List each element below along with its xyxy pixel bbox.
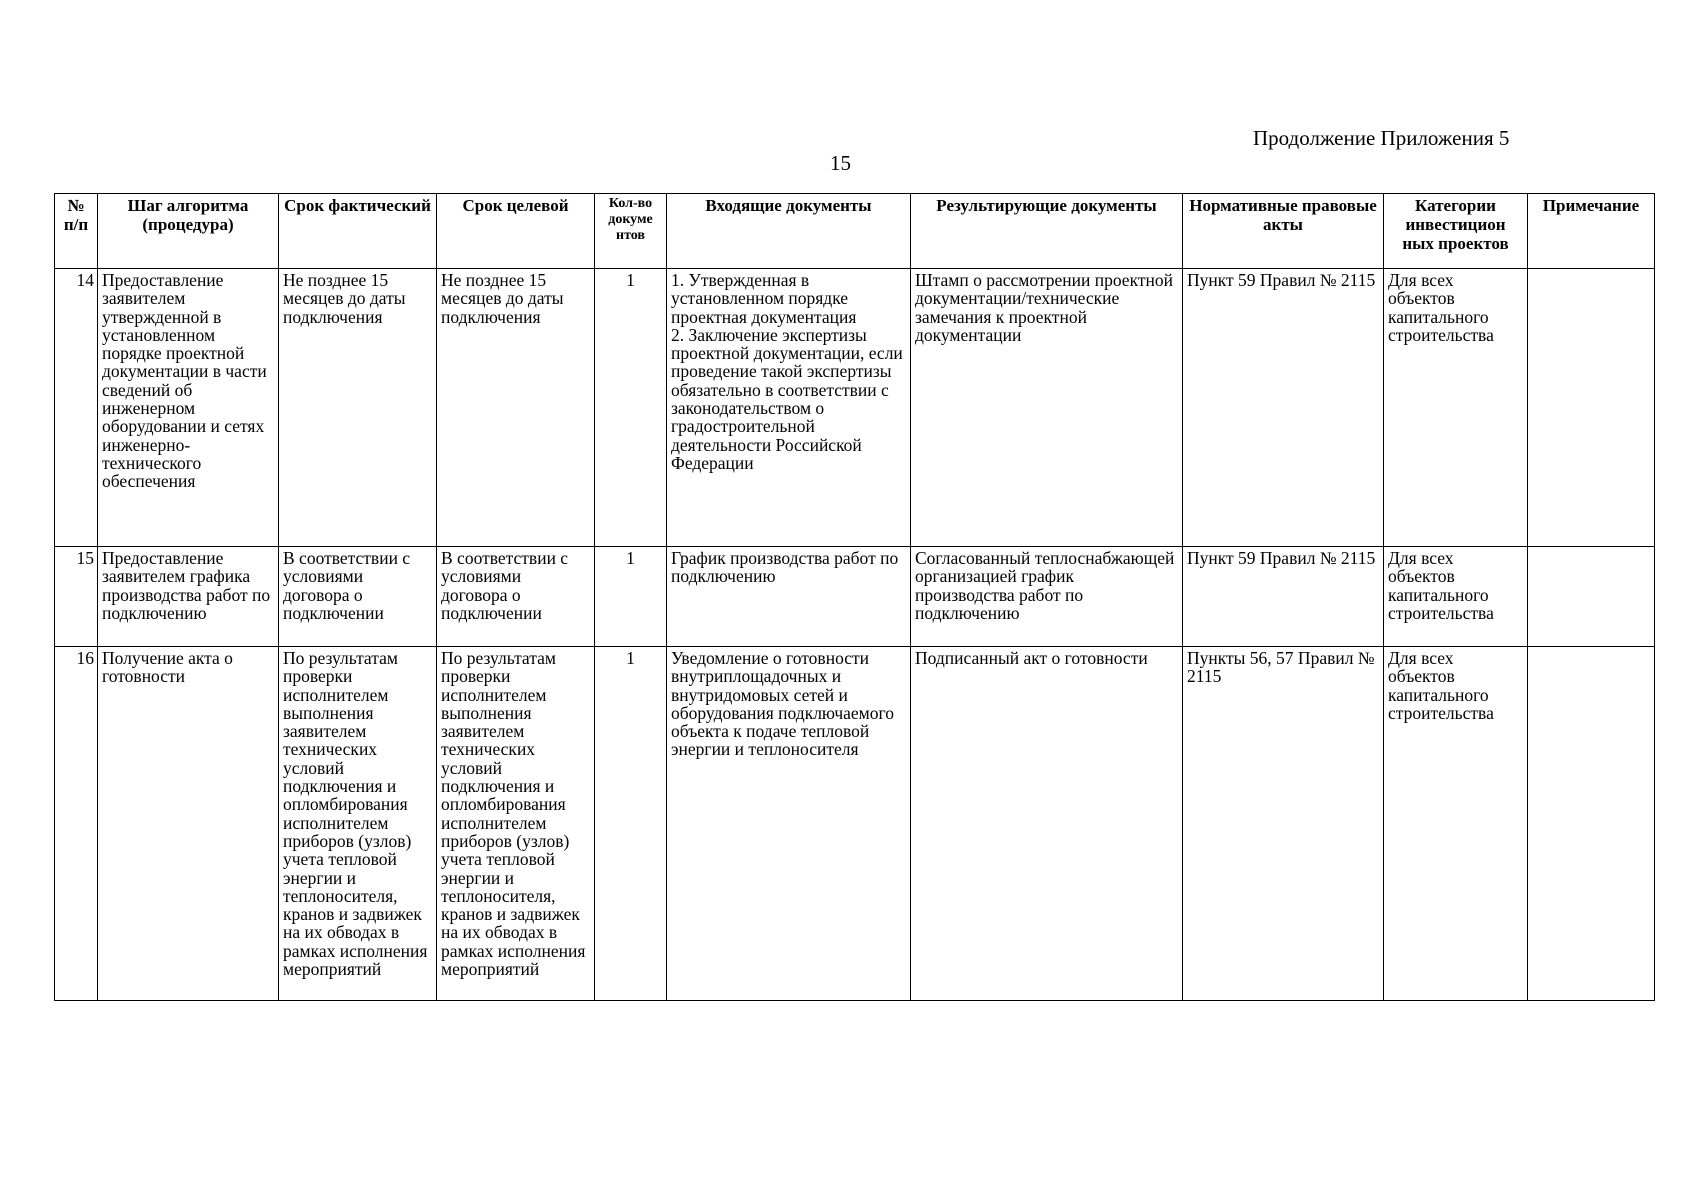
note-cell <box>1528 647 1655 1001</box>
col-header-incoming-docs: Входящие документы <box>667 194 911 269</box>
col-header-note: Примечание <box>1528 194 1655 269</box>
doc-count-cell: 1 <box>595 547 667 647</box>
table-row <box>55 269 1655 547</box>
row-number: 16 <box>55 647 98 1001</box>
table-header-row <box>55 194 1655 269</box>
doc-count-cell: 1 <box>595 647 667 1001</box>
legal-acts-cell: Пункт 59 Правил № 2115 <box>1183 269 1384 547</box>
col-header-project-categories: Категории инвестицион ных проектов <box>1384 194 1528 269</box>
appendix-continuation-title: Продолжение Приложения 5 <box>1253 126 1510 150</box>
step-cell: Предоставление заявителем утвержденной в установленном порядке проектной документации в части сведений об инженерном оборудовании и сетях инженерно-технического обеспечения <box>98 269 279 547</box>
resulting-docs-cell: Штамп о рассмотрении проектной документации/технические замечания к проектной документации <box>911 269 1183 547</box>
term-target-cell: В соответствии с условиями договора о подключении <box>437 547 595 647</box>
table-row <box>55 647 1655 1001</box>
col-header-step: Шаг алгоритма (процедура) <box>98 194 279 269</box>
legal-acts-cell: Пункт 59 Правил № 2115 <box>1183 547 1384 647</box>
incoming-docs-cell <box>667 269 911 547</box>
procedure-table <box>54 193 1655 1001</box>
incoming-docs-cell: Уведомление о готовности внутриплощадочных и внутридомовых сетей и оборудования подключаемого объекта к подаче тепловой энергии и теплоносителя <box>667 647 911 1001</box>
doc-count-cell: 1 <box>595 269 667 547</box>
note-cell <box>1528 269 1655 547</box>
resulting-docs-cell: Согласованный теплоснабжающей организацией график производства работ по подключению <box>911 547 1183 647</box>
legal-acts-cell: Пункты 56, 57 Правил № 2115 <box>1183 647 1384 1001</box>
row-number: 14 <box>55 269 98 547</box>
incoming-doc-item: 1. Утвержденная в установленном порядке проектная документация <box>671 270 857 327</box>
step-cell: Получение акта о готовности <box>98 647 279 1001</box>
term-actual-cell: В соответствии с условиями договора о подключении <box>279 547 437 647</box>
table-row <box>55 547 1655 647</box>
category-cell: Для всех объектов капитального строительства <box>1384 269 1528 547</box>
term-actual-cell: По результатам проверки исполнителем выполнения заявителем технических условий подключения и опломбирования исполнителем приборов (узлов) учета тепловой энергии и теплоносителя, кранов и задвижек на их обводах в рамках исполнения мероприятий <box>279 647 437 1001</box>
incoming-doc-item: 2. Заключение экспертизы проектной документации, если проведение такой экспертизы обязательно в соответствии с законодательством о градостроительной деятельности Российской Федерации <box>671 324 903 473</box>
category-cell: Для всех объектов капитального строительства <box>1384 647 1528 1001</box>
incoming-docs-cell: График производства работ по подключению <box>667 547 911 647</box>
row-number: 15 <box>55 547 98 647</box>
note-cell <box>1528 547 1655 647</box>
col-header-number: № п/п <box>55 194 98 269</box>
page-number: 15 <box>830 151 851 175</box>
term-target-cell: По результатам проверки исполнителем выполнения заявителем технических условий подключения и опломбирования исполнителем приборов (узлов) учета тепловой энергии и теплоносителя, кранов и задвижек на их обводах в рамках исполнения мероприятий <box>437 647 595 1001</box>
col-header-doc-count: Кол-во докуме нтов <box>595 194 667 269</box>
resulting-docs-cell: Подписанный акт о готовности <box>911 647 1183 1001</box>
step-cell: Предоставление заявителем графика производства работ по подключению <box>98 547 279 647</box>
category-cell: Для всех объектов капитального строительства <box>1384 547 1528 647</box>
term-actual-cell: Не позднее 15 месяцев до даты подключения <box>279 269 437 547</box>
col-header-legal-acts: Нормативные правовые акты <box>1183 194 1384 269</box>
col-header-resulting-docs: Результирующие документы <box>911 194 1183 269</box>
col-header-term-target: Срок целевой <box>437 194 595 269</box>
col-header-term-actual: Срок фактический <box>279 194 437 269</box>
term-target-cell: Не позднее 15 месяцев до даты подключения <box>437 269 595 547</box>
